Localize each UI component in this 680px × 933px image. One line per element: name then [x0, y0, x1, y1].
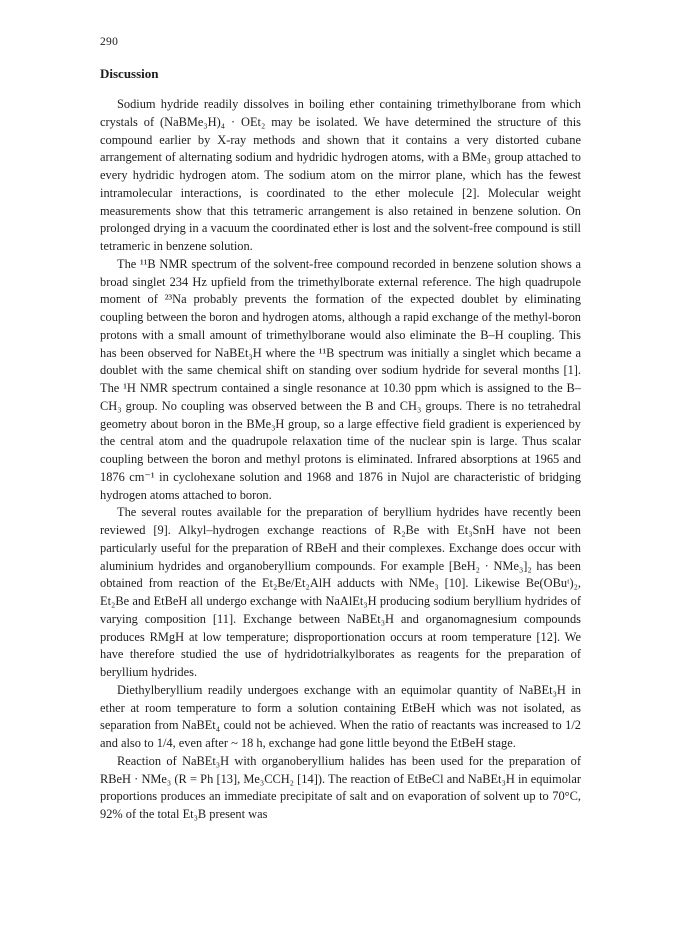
body-text: [100, 96, 581, 824]
paragraph-5: Reaction of NaBEt₃H with organoberyllium halides has been used for the preparation of RBeH · NMe₃ (R = Ph [13], Me₃CCH₂ [14]). The reaction of EtBeCl and NaBEt₃H in equimolar proportions produces an immediate precipitate of salt and on evaporation of solvent up to 70°C, 92% of the total Et₃B present was: [100, 753, 581, 821]
paragraph-2: The ¹¹B NMR spectrum of the solvent-free compound recorded in benzene solution shows a broad singlet 234 Hz upfield from the trimethylborate external reference. The high quadrupole moment of ²³Na probably prevents the formation of the expected doublet by eliminating coupling between the boron and hydrogen atoms, although a rapid exchange of the methyl-boron protons with a small amount of trimethylborane would also eliminate the B–H coupling. This has been observed for NaBEt₃H where the ¹¹B spectrum was initially a singlet which became a doublet with the same chemical shift on standing over sodium hydride for several months [1]. The ¹H NMR spectrum contained a single resonance at 10.30 ppm which is assigned to the B–CH₃ group. No coupling was observed between the B and CH₃ groups. There is no tetrahedral geometry about boron in the BMe₃H group, so a large effective field gradient is experienced by the central atom and the quadrupole relaxation time of the nuclear spin is large. Thus scalar coupling between the boron and methyl protons is eliminated. Infrared absorptions at 1965 and 1876 cm⁻¹ in cyclohexane solution and 1968 and 1876 in Nujol are characteristic of bridging hydrogen atoms attached to boron.: [100, 256, 581, 502]
paragraph-3: The several routes available for the preparation of beryllium hydrides have recently been reviewed [9]. Alkyl–hydrogen exchange reactions of R₂Be with Et₃SnH have not been particularly useful for the preparation of RBeH and their complexes. Exchange does occur with aluminium hydrides and organoberyllium compounds. For example [BeH₂ · NMe₃]₂ has been obtained from reaction of the Et₂Be/Et₂AlH adducts with NMe₃ [10]. Likewise Be(OBuᵗ)₂, Et₂Be and EtBeH all undergo exchange with NaAlEt₃H producing sodium beryllium hydrides of varying composition [11]. Exchange between NaBEt₃H and organomagnesium compounds produces RMgH at low temperature; disproportionation occurs at room temperature [12]. We have therefore studied the use of hydridotrialkylborates as reagents for the preparation of beryllium hydrides.: [100, 505, 581, 679]
section-heading: Discussion: [100, 66, 159, 81]
paragraph-4: Diethylberyllium readily undergoes exchange with an equimolar quantity of NaBEt₃H in ether at room temperature to form a solution containing EtBeH which was not isolated, as separation from NaBEt₄ could not be achieved. When the ratio of reactants was increased to 1/2 and also to 1/4, even after ~ 18 h, exchange had gone little beyond the EtBeH stage.: [100, 682, 581, 750]
page-number: 290: [100, 36, 119, 48]
paragraph-1: Sodium hydride readily dissolves in boiling ether containing trimethylborane from which crystals of (NaBMe₃H)₄ · OEt₂ may be isolated. We have determined the structure of this compound earlier by X-ray methods and shown that it contains a very distorted cubane arrangement of alternating sodium and hydridic hydrogen atoms, with a BMe₃ group attached to every hydridic hydrogen atom. The sodium atom on the mirror plane, which has the fewest intramolecular interactions, is coordinated to the ether molecule [2]. Molecular weight measurements show that this tetrameric arrangement is also retained in benzene solution. On prolonged drying in a vacuum the coordinated ether is lost and the solvent-free compound is still tetrameric in benzene solution.: [100, 97, 581, 253]
